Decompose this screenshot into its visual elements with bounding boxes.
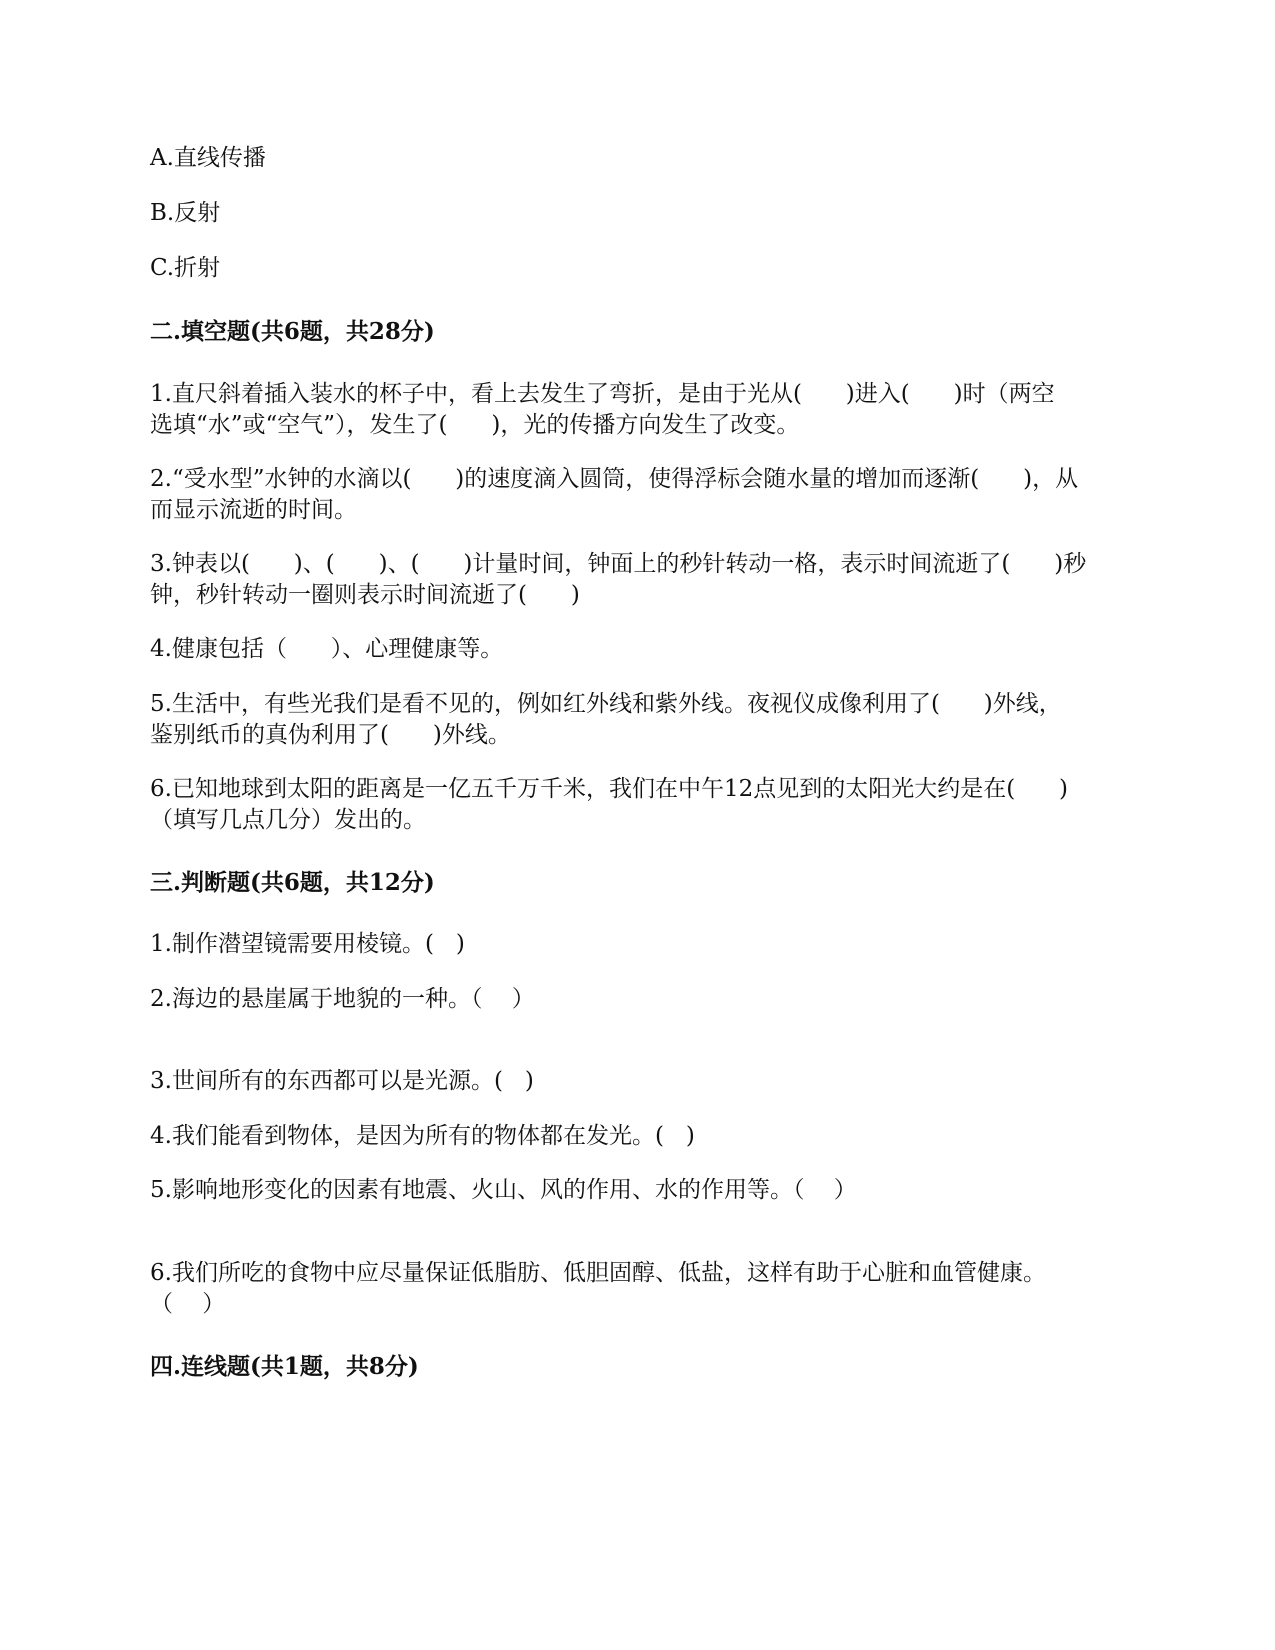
section-heading-true-false: 三.判断题(共6题，共12分): [150, 869, 435, 896]
question-3-6-line-1: 6.我们所吃的食物中应尽量保证低脂肪、低胆固醇、低盐，这样有助于心脏和血管健康。: [150, 1260, 1046, 1286]
question-2-3-line-1: 3.钟表以( )、( )、( )计量时间，钟面上的秒针转动一格，表示时间流逝了( )秒: [150, 551, 1087, 577]
question-2-3-line-2: 钟，秒针转动一圈则表示时间流逝了( ): [150, 582, 580, 608]
question-3-1: 1.制作潜望镜需要用棱镜。( ): [150, 931, 465, 957]
question-2-2-line-1: 2.“受水型”水钟的水滴以( )的速度滴入圆筒，使得浮标会随水量的增加而逐渐( )，从: [150, 466, 1079, 492]
question-2-1-line-1: 1.直尺斜着插入装水的杯子中，看上去发生了弯折，是由于光从( )进入( )时（两空: [150, 381, 1055, 407]
question-3-3: 3.世间所有的东西都可以是光源。( ): [150, 1068, 534, 1094]
option-c: C.折射: [150, 255, 221, 281]
question-2-1-line-2: 选填“水”或“空气”），发生了( )，光的传播方向发生了改变。: [150, 412, 800, 438]
option-a: A.直线传播: [150, 145, 266, 171]
section-heading-matching: 四.连线题(共1题，共8分): [150, 1353, 419, 1380]
section-heading-fill-in: 二.填空题(共6题，共28分): [150, 318, 435, 345]
question-3-2: 2.海边的悬崖属于地貌的一种。（ ）: [150, 986, 535, 1012]
question-2-5-line-2: 鉴别纸币的真伪利用了( )外线。: [150, 722, 511, 748]
question-2-6-line-1: 6.已知地球到太阳的距离是一亿五千万千米，我们在中午12点见到的太阳光大约是在( ): [150, 776, 1069, 802]
question-2-5-line-1: 5.生活中，有些光我们是看不见的，例如红外线和紫外线。夜视仪成像利用了( )外线，: [150, 691, 1062, 717]
option-b: B.反射: [150, 200, 221, 226]
question-2-4: 4.健康包括（ ）、心理健康等。: [150, 636, 504, 662]
question-2-2-line-2: 而显示流逝的时间。: [150, 497, 357, 523]
question-3-6-line-2: （ ）: [150, 1291, 226, 1317]
question-3-4: 4.我们能看到物体，是因为所有的物体都在发光。( ): [150, 1123, 695, 1149]
question-2-6-line-2: （填写几点几分）发出的。: [150, 807, 426, 833]
question-3-5: 5.影响地形变化的因素有地震、火山、风的作用、水的作用等。（ ）: [150, 1177, 857, 1203]
